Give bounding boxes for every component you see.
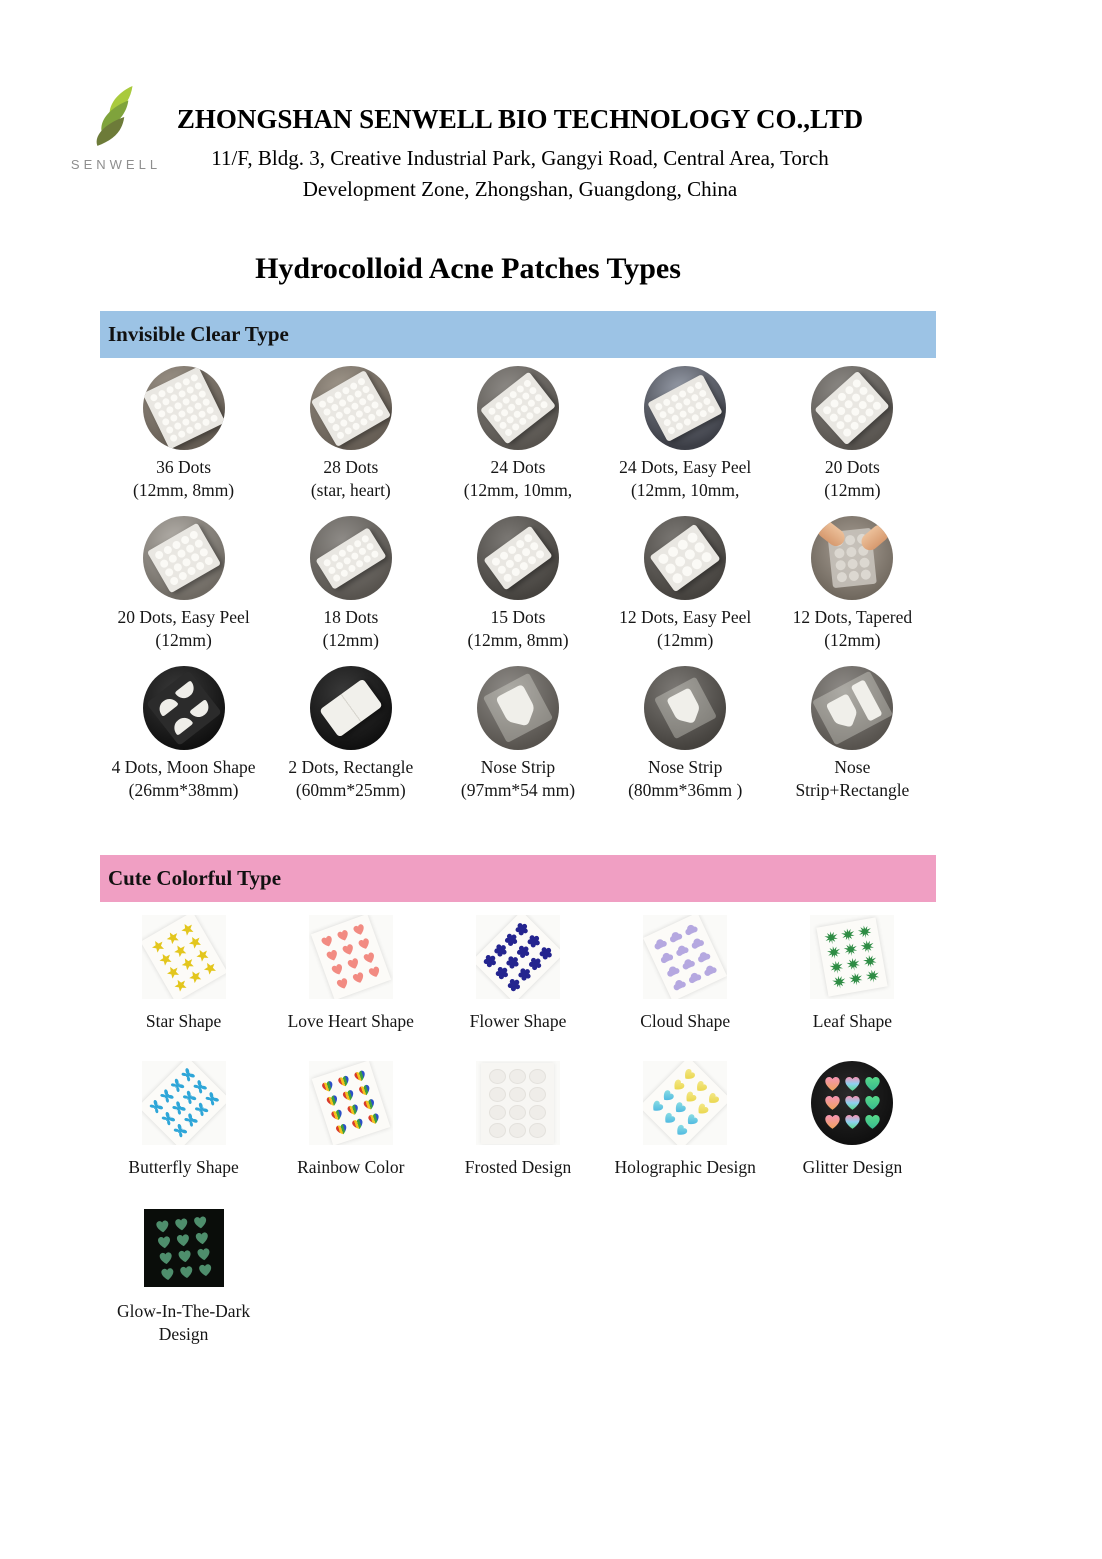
leaf-icon <box>829 960 845 975</box>
product-thumbnail <box>267 664 434 752</box>
product-card <box>602 664 769 814</box>
product-thumbnail <box>602 908 769 1006</box>
leaf-icon <box>846 957 862 972</box>
product-thumbnail <box>602 364 769 452</box>
product-thumbnail <box>434 364 601 452</box>
product-label: Cloud Shape <box>640 1011 731 1031</box>
heart-icon <box>863 1075 882 1093</box>
nose-icon <box>493 682 542 735</box>
leaf-icon <box>848 972 864 987</box>
product-thumbnail <box>267 364 434 452</box>
product-thumbnail <box>267 908 434 1006</box>
product-thumbnail <box>434 514 601 602</box>
product-label: 20 Dots (12mm) <box>824 457 881 500</box>
product-label: 15 Dots (12mm, 8mm) <box>467 607 569 650</box>
product-card <box>434 908 601 1054</box>
product-label: Glow-In-The-Dark Design <box>117 1301 251 1344</box>
product-card <box>100 664 267 814</box>
product-label: Nose Strip (97mm*54 mm) <box>460 757 576 800</box>
product-label: Love Heart Shape <box>287 1011 414 1031</box>
heart-icon <box>843 1075 862 1093</box>
heart-icon <box>863 1094 882 1112</box>
product-thumbnail <box>769 1054 936 1152</box>
product-thumbnail <box>769 514 936 602</box>
heart-icon <box>350 970 368 987</box>
product-label: 4 Dots, Moon Shape (26mm*38mm) <box>111 757 256 800</box>
heart-icon <box>366 964 384 981</box>
product-card <box>602 514 769 664</box>
heart-icon <box>191 1214 208 1231</box>
product-label: 28 Dots (star, heart) <box>310 457 391 500</box>
product-label: 2 Dots, Rectangle (60mm*25mm) <box>288 757 414 800</box>
product-card <box>602 1054 769 1200</box>
nose-icon <box>664 685 706 730</box>
heart-icon <box>176 1248 193 1265</box>
cloud-icon <box>670 976 688 994</box>
heart-icon <box>823 1075 842 1093</box>
product-thumbnail <box>100 1200 267 1296</box>
leaf-icon <box>826 945 842 960</box>
heart-icon <box>195 1246 212 1263</box>
product-thumbnail <box>100 364 267 452</box>
heart-icon <box>153 1218 170 1235</box>
product-thumbnail <box>434 664 601 752</box>
product-label: Star Shape <box>145 1011 222 1031</box>
company-name: ZHONGSHAN SENWELL BIO TECHNOLOGY CO.,LTD <box>176 104 864 134</box>
product-thumbnail <box>434 1054 601 1152</box>
product-thumbnail <box>769 664 936 752</box>
product-card <box>434 364 601 514</box>
heart-icon <box>365 1111 382 1128</box>
product-card <box>602 364 769 514</box>
product-label: Flower Shape <box>469 1011 567 1031</box>
product-thumbnail <box>100 1054 267 1152</box>
leaf-icon <box>857 924 873 939</box>
heart-icon <box>334 975 352 992</box>
product-label: Rainbow Color <box>297 1157 405 1177</box>
heart-icon <box>177 1264 194 1281</box>
company-address-line1: 11/F, Bldg. 3, Creative Industrial Park, Gangyi Road, Central Area, Torch <box>211 146 829 170</box>
cloud-icon <box>701 961 719 979</box>
product-card <box>769 364 936 514</box>
product-grid-cute-colorful-type <box>100 908 936 1346</box>
heart-icon <box>843 1113 862 1131</box>
heart-icon <box>823 1113 842 1131</box>
company-address-line2: Development Zone, Zhongshan, Guangdong, China <box>302 177 738 201</box>
heart-icon <box>333 1121 350 1138</box>
product-label: 24 Dots, Easy Peel (12mm, 10mm, <box>619 457 752 500</box>
leaf-icon <box>862 954 878 969</box>
product-card <box>100 364 267 514</box>
product-card <box>434 664 601 814</box>
product-label: 12 Dots, Tapered (12mm) <box>792 607 913 650</box>
cloud-icon <box>686 969 704 987</box>
product-card <box>602 908 769 1054</box>
product-label: Glitter Design <box>802 1157 903 1177</box>
product-thumbnail <box>769 364 936 452</box>
product-thumbnail <box>434 908 601 1006</box>
product-label: Butterfly Shape <box>128 1157 239 1177</box>
product-label: Holographic Design <box>614 1157 756 1177</box>
product-card <box>267 514 434 664</box>
product-label: Nose Strip+Rectangle <box>795 757 910 800</box>
product-card <box>769 908 936 1054</box>
product-thumbnail <box>100 514 267 602</box>
product-label: 24 Dots (12mm, 10mm, <box>463 457 573 500</box>
leaf-icon <box>824 930 840 945</box>
product-thumbnail <box>602 1054 769 1152</box>
product-card <box>769 514 936 664</box>
leaf-icon <box>865 969 881 984</box>
leaf-icon <box>832 974 848 989</box>
product-card <box>100 514 267 664</box>
page-title: Hydrocolloid Acne Patches Types <box>255 252 681 285</box>
product-thumbnail <box>100 908 267 1006</box>
product-thumbnail <box>100 664 267 752</box>
product-card <box>100 908 267 1054</box>
heart-icon <box>174 1232 191 1249</box>
leaf-icon <box>860 939 876 954</box>
product-card <box>100 1200 267 1346</box>
section-header-cute-colorful-type: Cute Colorful Type <box>100 855 936 902</box>
heart-icon <box>172 1216 189 1233</box>
heart-icon <box>863 1113 882 1131</box>
product-card <box>769 1054 936 1200</box>
leaf-icon <box>840 927 856 942</box>
product-card <box>267 908 434 1054</box>
section-header-invisible-clear-type: Invisible Clear Type <box>100 311 936 358</box>
product-label: 36 Dots (12mm, 8mm) <box>133 457 235 500</box>
product-thumbnail <box>602 664 769 752</box>
product-grid-invisible-clear-type <box>100 364 936 814</box>
product-label: Frosted Design <box>464 1157 572 1177</box>
heart-icon <box>196 1262 213 1279</box>
product-card <box>434 1054 601 1200</box>
product-card <box>100 1054 267 1200</box>
leaf-icon <box>843 942 859 957</box>
product-thumbnail <box>267 514 434 602</box>
heart-icon <box>193 1230 210 1247</box>
product-thumbnail <box>602 514 769 602</box>
product-card <box>267 364 434 514</box>
product-label: 20 Dots, Easy Peel (12mm) <box>117 607 250 650</box>
product-thumbnail <box>267 1054 434 1152</box>
product-card <box>769 664 936 814</box>
product-thumbnail <box>769 908 936 1006</box>
heart-icon <box>349 1116 366 1133</box>
heart-icon <box>157 1250 174 1267</box>
product-card <box>267 664 434 814</box>
heart-icon <box>155 1234 172 1251</box>
heart-icon <box>843 1094 862 1112</box>
product-label: 12 Dots, Easy Peel (12mm) <box>619 607 752 650</box>
product-label: Nose Strip (80mm*36mm ) <box>628 757 743 800</box>
product-label: Leaf Shape <box>812 1011 892 1031</box>
product-card <box>267 1054 434 1200</box>
product-label: 18 Dots (12mm) <box>322 607 379 650</box>
heart-icon <box>823 1094 842 1112</box>
heart-icon <box>158 1266 175 1283</box>
product-card <box>434 514 601 664</box>
logo-text: SENWELL <box>70 157 162 172</box>
